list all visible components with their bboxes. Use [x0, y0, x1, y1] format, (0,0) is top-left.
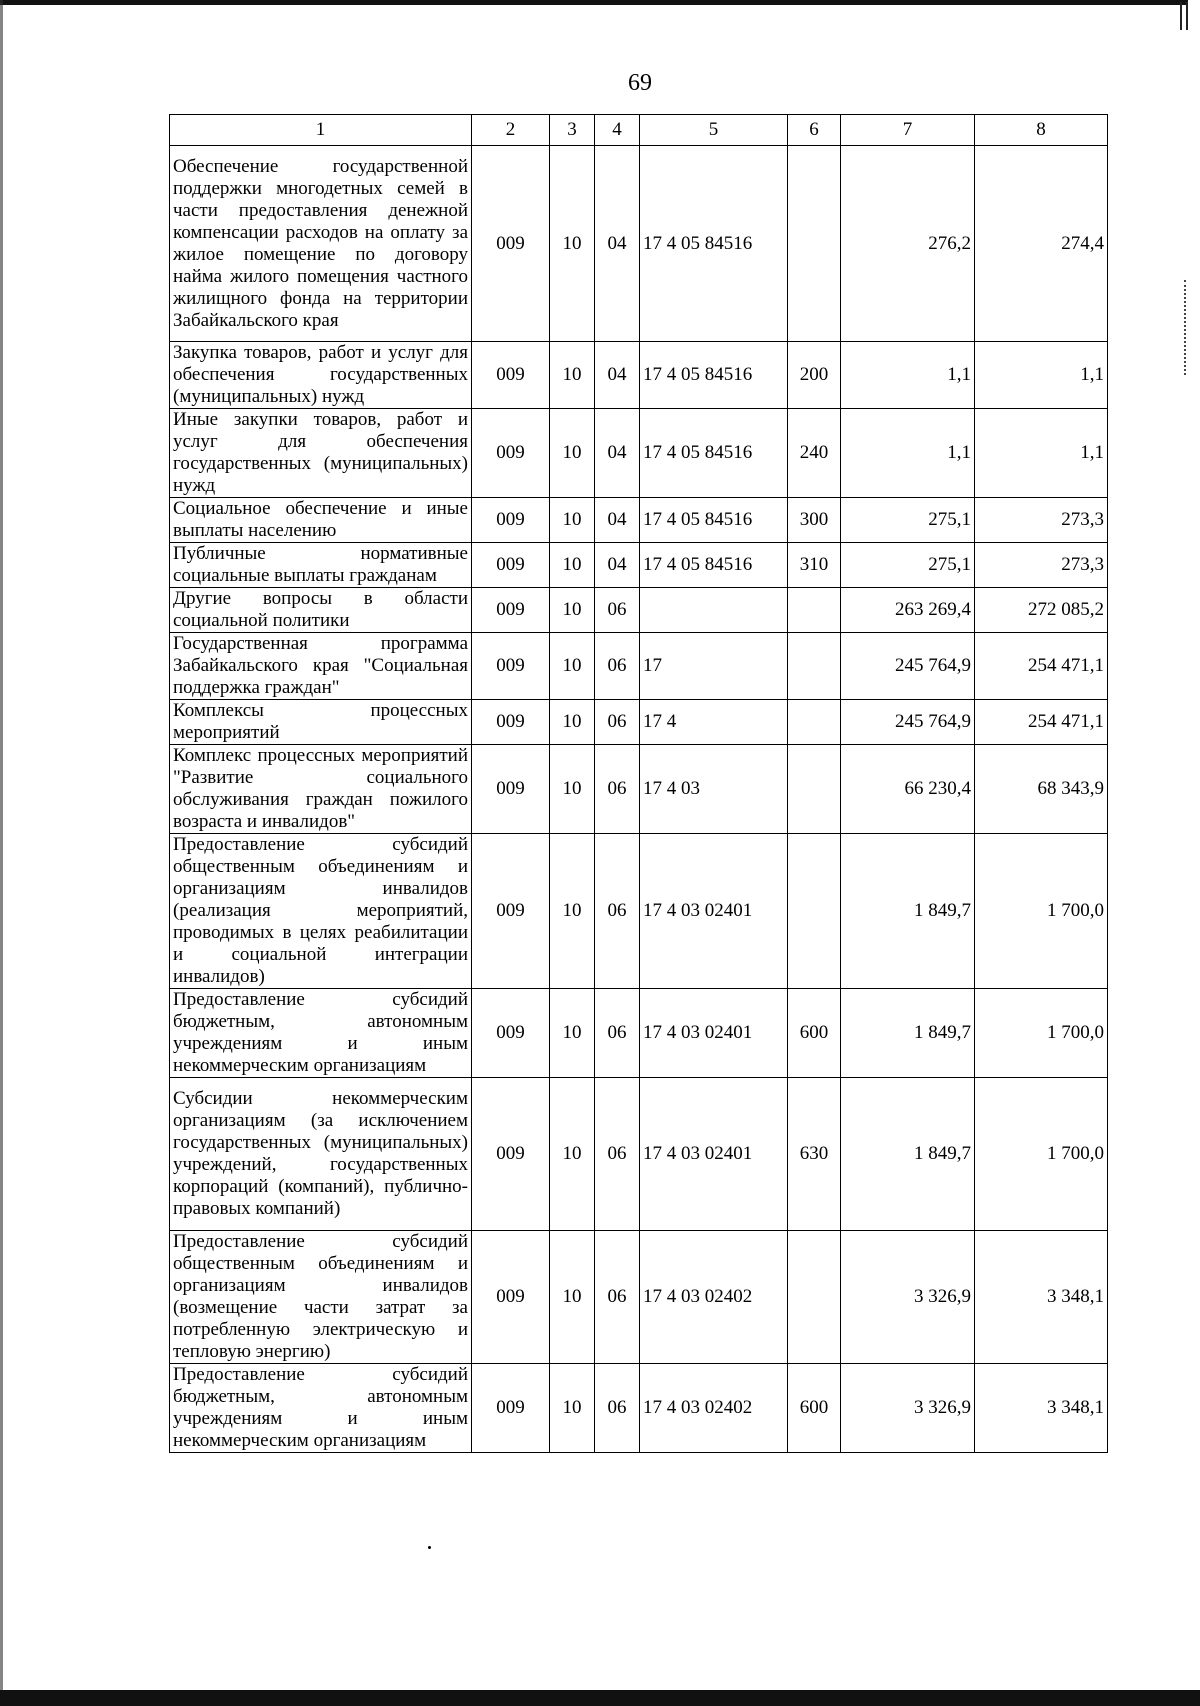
table-row	[170, 1231, 1108, 1364]
cell-amount-year2: 1 700,0	[975, 1078, 1108, 1231]
cell-section: 10	[550, 498, 595, 543]
cell-subsection: 06	[595, 745, 640, 834]
column-header: 1	[170, 115, 472, 146]
page-number: 69	[628, 70, 652, 96]
budget-table	[169, 114, 1108, 1453]
row-name: Государственная программа Забайкальского края "Социальная поддержка граждан"	[170, 633, 472, 700]
cell-target-article: 17 4 03 02401	[640, 834, 788, 989]
cell-amount-year2: 1 700,0	[975, 834, 1108, 989]
cell-amount-year1: 245 764,9	[841, 700, 975, 745]
table-row	[170, 543, 1108, 588]
cell-section: 10	[550, 342, 595, 409]
row-name: Комплексы процессных мероприятий	[170, 700, 472, 745]
cell-amount-year1: 1 849,7	[841, 834, 975, 989]
cell-target-article: 17 4	[640, 700, 788, 745]
cell-expense-type	[788, 745, 841, 834]
table-header-row	[170, 115, 1108, 146]
cell-amount-year2: 274,4	[975, 146, 1108, 342]
cell-amount-year1: 66 230,4	[841, 745, 975, 834]
column-header: 6	[788, 115, 841, 146]
table-row	[170, 498, 1108, 543]
row-name: Иные закупки товаров, работ и услуг для обеспечения государственных (муниципальных) нужд	[170, 409, 472, 498]
cell-ministry-code: 009	[472, 1231, 550, 1364]
row-name: Социальное обеспечение и иные выплаты населению	[170, 498, 472, 543]
cell-ministry-code: 009	[472, 989, 550, 1078]
cell-ministry-code: 009	[472, 1364, 550, 1453]
cell-section: 10	[550, 989, 595, 1078]
cell-section: 10	[550, 543, 595, 588]
cell-target-article: 17 4 05 84516	[640, 543, 788, 588]
cell-amount-year2: 1 700,0	[975, 989, 1108, 1078]
cell-ministry-code: 009	[472, 588, 550, 633]
cell-subsection: 04	[595, 498, 640, 543]
cell-ministry-code: 009	[472, 1078, 550, 1231]
scan-mark	[1180, 2, 1188, 30]
scan-dots	[1184, 280, 1188, 375]
cell-amount-year1: 1 849,7	[841, 989, 975, 1078]
cell-target-article: 17 4 05 84516	[640, 409, 788, 498]
cell-target-article: 17 4 03 02401	[640, 1078, 788, 1231]
cell-amount-year1: 3 326,9	[841, 1231, 975, 1364]
cell-amount-year1: 276,2	[841, 146, 975, 342]
cell-target-article	[640, 588, 788, 633]
scan-edge-left	[0, 0, 3, 1706]
scan-edge-top	[0, 0, 1188, 5]
table-row	[170, 700, 1108, 745]
cell-expense-type: 240	[788, 409, 841, 498]
table-row	[170, 989, 1108, 1078]
cell-target-article: 17	[640, 633, 788, 700]
table-row	[170, 146, 1108, 342]
cell-subsection: 06	[595, 1078, 640, 1231]
row-name: Предоставление субсидий бюджетным, автономным учреждениям и иным некоммерческим организациям	[170, 1364, 472, 1453]
cell-amount-year2: 1,1	[975, 342, 1108, 409]
cell-ministry-code: 009	[472, 409, 550, 498]
table-row	[170, 1364, 1108, 1453]
cell-section: 10	[550, 588, 595, 633]
cell-amount-year1: 1 849,7	[841, 1078, 975, 1231]
cell-target-article: 17 4 03 02402	[640, 1231, 788, 1364]
cell-amount-year1: 275,1	[841, 543, 975, 588]
cell-expense-type	[788, 700, 841, 745]
cell-amount-year2: 3 348,1	[975, 1364, 1108, 1453]
cell-ministry-code: 009	[472, 745, 550, 834]
cell-amount-year2: 254 471,1	[975, 633, 1108, 700]
cell-amount-year2: 68 343,9	[975, 745, 1108, 834]
table-row	[170, 745, 1108, 834]
cell-section: 10	[550, 1231, 595, 1364]
cell-expense-type	[788, 1231, 841, 1364]
cell-amount-year2: 272 085,2	[975, 588, 1108, 633]
cell-subsection: 04	[595, 146, 640, 342]
cell-subsection: 06	[595, 633, 640, 700]
cell-amount-year1: 245 764,9	[841, 633, 975, 700]
cell-ministry-code: 009	[472, 342, 550, 409]
cell-subsection: 06	[595, 588, 640, 633]
cell-target-article: 17 4 03	[640, 745, 788, 834]
cell-subsection: 04	[595, 409, 640, 498]
column-header: 8	[975, 115, 1108, 146]
row-name: Публичные нормативные социальные выплаты гражданам	[170, 543, 472, 588]
column-header: 5	[640, 115, 788, 146]
cell-target-article: 17 4 03 02401	[640, 989, 788, 1078]
cell-subsection: 04	[595, 543, 640, 588]
cell-subsection: 06	[595, 1364, 640, 1453]
table-row	[170, 1078, 1108, 1231]
cell-subsection: 06	[595, 700, 640, 745]
cell-expense-type	[788, 633, 841, 700]
cell-ministry-code: 009	[472, 146, 550, 342]
table-row	[170, 409, 1108, 498]
cell-target-article: 17 4 05 84516	[640, 342, 788, 409]
cell-expense-type: 310	[788, 543, 841, 588]
cell-section: 10	[550, 633, 595, 700]
cell-amount-year1: 3 326,9	[841, 1364, 975, 1453]
cell-expense-type: 200	[788, 342, 841, 409]
table-row	[170, 588, 1108, 633]
cell-amount-year2: 254 471,1	[975, 700, 1108, 745]
cell-subsection: 04	[595, 342, 640, 409]
cell-expense-type	[788, 834, 841, 989]
cell-expense-type: 300	[788, 498, 841, 543]
cell-target-article: 17 4 05 84516	[640, 498, 788, 543]
cell-ministry-code: 009	[472, 700, 550, 745]
column-header: 4	[595, 115, 640, 146]
row-name: Комплекс процессных мероприятий "Развитие социального обслуживания граждан пожилого возраста и инвалидов"	[170, 745, 472, 834]
table-row	[170, 834, 1108, 989]
cell-section: 10	[550, 409, 595, 498]
cell-section: 10	[550, 146, 595, 342]
cell-target-article: 17 4 03 02402	[640, 1364, 788, 1453]
cell-section: 10	[550, 834, 595, 989]
row-name: Предоставление субсидий общественным объединениям и организациям инвалидов (реализация мероприятий, проводимых в целях реабилитации и социальной интеграции инвалидов)	[170, 834, 472, 989]
cell-amount-year2: 273,3	[975, 498, 1108, 543]
cell-section: 10	[550, 745, 595, 834]
row-name: Обеспечение государственной поддержки многодетных семей в части предоставления денежной компенсации расходов на оплату за жилое помещение по договору найма жилого помещения частного жилищного фонда на территории Забайкальского края	[170, 146, 472, 342]
cell-expense-type: 600	[788, 989, 841, 1078]
cell-expense-type: 630	[788, 1078, 841, 1231]
table-row	[170, 633, 1108, 700]
cell-amount-year1: 263 269,4	[841, 588, 975, 633]
cell-amount-year2: 3 348,1	[975, 1231, 1108, 1364]
cell-expense-type	[788, 588, 841, 633]
table-row	[170, 342, 1108, 409]
cell-subsection: 06	[595, 834, 640, 989]
cell-ministry-code: 009	[472, 543, 550, 588]
column-header: 2	[472, 115, 550, 146]
cell-amount-year1: 1,1	[841, 342, 975, 409]
cell-amount-year2: 273,3	[975, 543, 1108, 588]
cell-amount-year1: 1,1	[841, 409, 975, 498]
row-name: Закупка товаров, работ и услуг для обеспечения государственных (муниципальных) нужд	[170, 342, 472, 409]
cell-expense-type: 600	[788, 1364, 841, 1453]
cell-subsection: 06	[595, 989, 640, 1078]
cell-target-article: 17 4 05 84516	[640, 146, 788, 342]
cell-expense-type	[788, 146, 841, 342]
cell-section: 10	[550, 700, 595, 745]
scan-edge-bottom	[0, 1690, 1200, 1706]
scan-speck	[428, 1546, 431, 1549]
cell-ministry-code: 009	[472, 834, 550, 989]
cell-amount-year2: 1,1	[975, 409, 1108, 498]
column-header: 3	[550, 115, 595, 146]
cell-subsection: 06	[595, 1231, 640, 1364]
row-name: Предоставление субсидий общественным объединениям и организациям инвалидов (возмещение части затрат за потребленную электрическую и тепловую энергию)	[170, 1231, 472, 1364]
cell-section: 10	[550, 1078, 595, 1231]
cell-section: 10	[550, 1364, 595, 1453]
row-name: Субсидии некоммерческим организациям (за исключением государственных (муниципальных) учреждений, государственных корпораций (компаний), публично-правовых компаний)	[170, 1078, 472, 1231]
row-name: Другие вопросы в области социальной политики	[170, 588, 472, 633]
cell-amount-year1: 275,1	[841, 498, 975, 543]
column-header: 7	[841, 115, 975, 146]
cell-ministry-code: 009	[472, 633, 550, 700]
row-name: Предоставление субсидий бюджетным, автономным учреждениям и иным некоммерческим организациям	[170, 989, 472, 1078]
cell-ministry-code: 009	[472, 498, 550, 543]
